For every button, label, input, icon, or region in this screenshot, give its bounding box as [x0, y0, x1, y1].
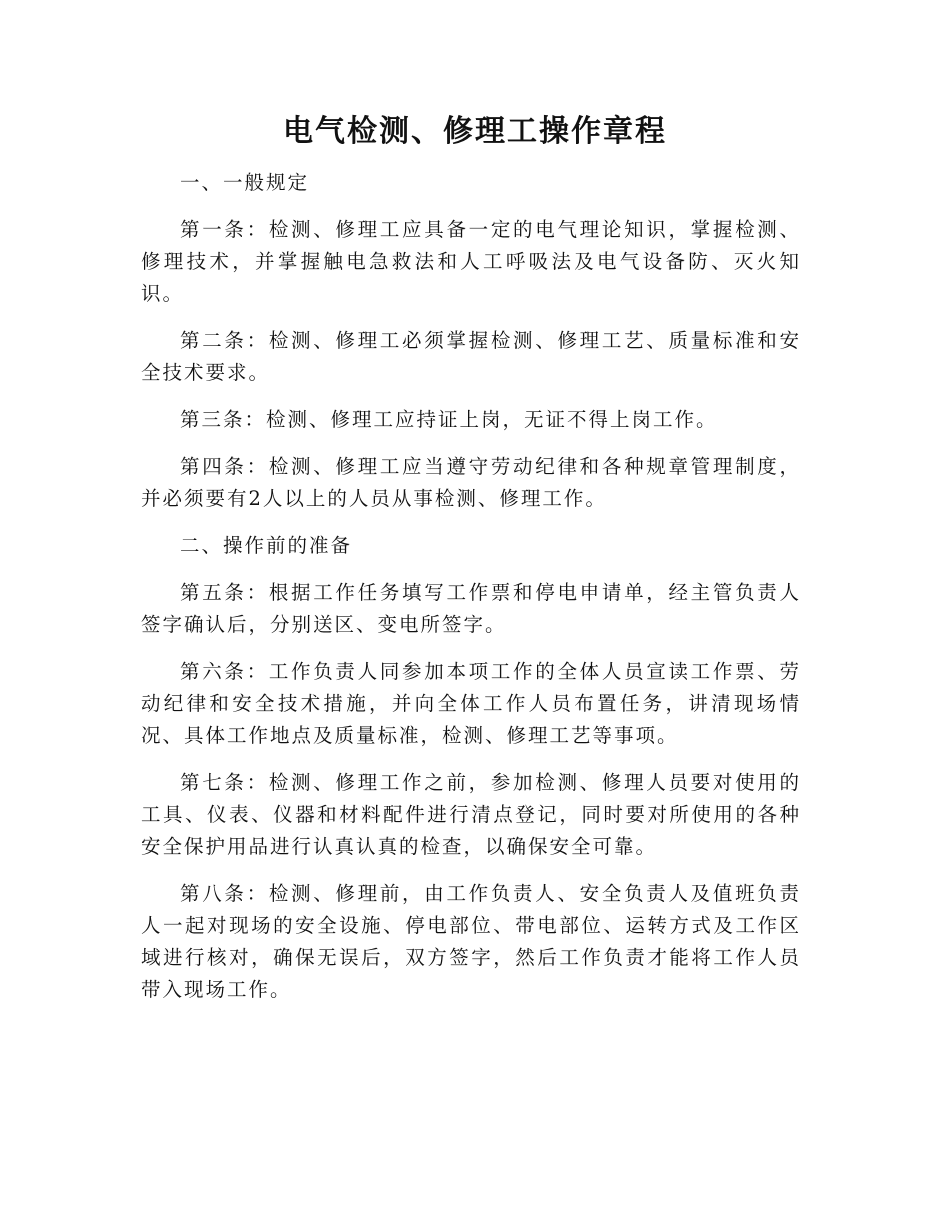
article-8: 第八条：检测、修理前，由工作负责人、安全负责人及值班负责人一起对现场的安全设施、停电部位、带电部位、运转方式及工作区域进行核对，确保无误后，双方签字，然后工作负责才能将工作人员带入现场工作。: [141, 882, 801, 1001]
article-6: 第六条：工作负责人同参加本项工作的全体人员宣读工作票、劳动纪律和安全技术措施，并向全体工作人员布置任务，讲清现场情况、具体工作地点及质量标准，检测、修理工艺等事项。: [141, 660, 801, 747]
article-3: 第三条：检测、修理工应持证上岗，无证不得上岗工作。: [180, 408, 718, 431]
document-body: [141, 167, 801, 1021]
section-heading-preparation: 二、操作前的准备: [180, 534, 353, 557]
article-2: 第二条：检测、修理工必须掌握检测、修理工艺、质量标准和安全技术要求。: [141, 329, 801, 384]
article-7: 第七条：检测、修理工作之前，参加检测、修理人员要对使用的工具、仪表、仪器和材料配件进行清点登记，同时要对所使用的各种安全保护用品进行认真认真的检查，以确保安全可靠。: [141, 771, 801, 858]
article-1: 第一条：检测、修理工应具备一定的电气理论知识，掌握检测、修理技术，并掌握触电急救法和人工呼吸法及电气设备防、灭火知识。: [141, 218, 801, 305]
document-title: 电气检测、修理工操作章程: [283, 114, 667, 149]
article-5: 第五条：根据工作任务填写工作票和停电申请单，经主管负责人签字确认后，分别送区、变电所签字。: [141, 581, 801, 636]
article-4: 第四条：检测、修理工应当遵守劳动纪律和各种规章管理制度，并必须要有2人以上的人员从事检测、修理工作。: [141, 455, 801, 510]
section-heading-general: 一、一般规定: [180, 171, 310, 194]
